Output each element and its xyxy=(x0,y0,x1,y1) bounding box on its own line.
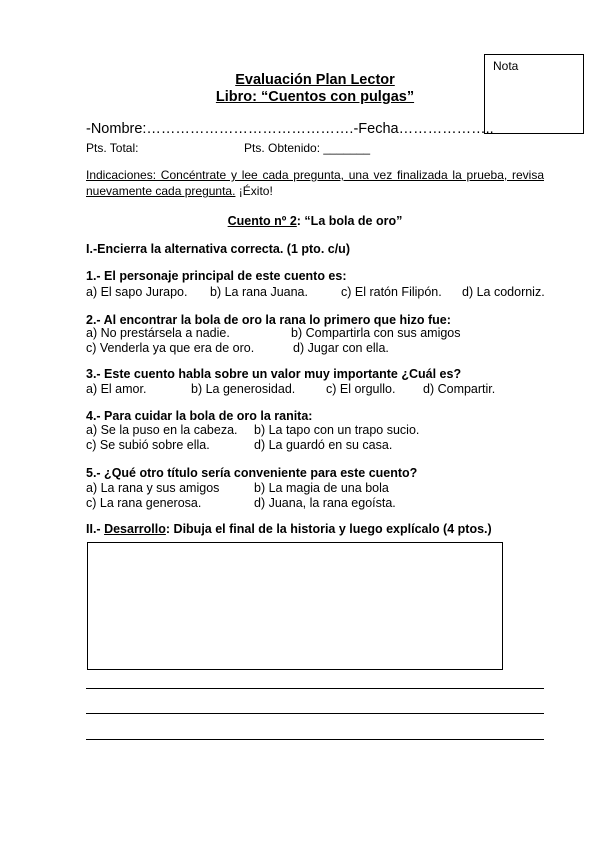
question-2: 2.- Al encontrar la bola de oro la rana lo primero que hizo fue: xyxy=(86,313,451,327)
q2-option-c[interactable]: c) Venderla ya que era de oro. xyxy=(86,341,255,355)
question-1: 1.- El personaje principal de este cuento es: xyxy=(86,269,347,283)
q1-option-b[interactable]: b) La rana Juana. xyxy=(210,285,308,299)
q2-option-b[interactable]: b) Compartirla con sus amigos xyxy=(291,326,461,340)
q3-option-d[interactable]: d) Compartir. xyxy=(423,382,496,396)
story-number: Cuento nº 2 xyxy=(227,214,297,228)
question-4: 4.- Para cuidar la bola de oro la ranita: xyxy=(86,409,313,423)
section-2-text: : Dibuja el final de la historia y luego explícalo (4 ptos.) xyxy=(165,522,492,536)
q5-option-d[interactable]: d) Juana, la rana egoísta. xyxy=(254,496,396,510)
section-2-heading xyxy=(86,522,492,536)
q5-option-a[interactable]: a) La rana y sus amigos xyxy=(86,481,220,495)
story-title: : “La bola de oro” xyxy=(296,214,403,228)
obtained-points-field[interactable]: Pts. Obtenido: _______ xyxy=(244,141,371,155)
question-5: 5.- ¿Qué otro título sería conveniente para este cuento? xyxy=(86,466,418,480)
q1-option-d[interactable]: d) La codorniz. xyxy=(462,285,545,299)
q3-option-c[interactable]: c) El orgullo. xyxy=(326,382,396,396)
q5-option-b[interactable]: b) La magia de una bola xyxy=(254,481,389,495)
q2-option-a[interactable]: a) No prestársela a nadie. xyxy=(86,326,230,340)
q1-option-a[interactable]: a) El sapo Jurapo. xyxy=(86,285,188,299)
instructions-underlined: nuevamente cada pregunta. xyxy=(86,184,236,198)
q4-option-c[interactable]: c) Se subió sobre ella. xyxy=(86,438,210,452)
answer-line-1[interactable] xyxy=(86,688,544,689)
instructions-line-2 xyxy=(86,184,273,198)
q3-option-b[interactable]: b) La generosidad. xyxy=(191,382,296,396)
question-3: 3.- Este cuento habla sobre un valor muy importante ¿Cuál es? xyxy=(86,367,462,381)
answer-line-2[interactable] xyxy=(86,713,544,714)
name-date-field[interactable]: -Nombre:…………………………………….-Fecha……………….. xyxy=(86,121,494,137)
grade-label: Nota xyxy=(493,59,519,73)
answer-line-3[interactable] xyxy=(86,739,544,740)
q4-option-b[interactable]: b) La tapo con un trapo sucio. xyxy=(254,423,420,437)
instructions-rest: ¡Éxito! xyxy=(235,184,273,198)
drawing-area[interactable] xyxy=(87,542,503,670)
total-points-label: Pts. Total: xyxy=(86,141,139,155)
section-1-heading: I.-Encierra la alternativa correcta. (1 pto. c/u) xyxy=(86,242,350,256)
book-title: Libro: “Cuentos con pulgas” xyxy=(215,89,415,105)
section-2-prefix: II.- xyxy=(86,522,105,536)
q4-option-a[interactable]: a) Se la puso en la cabeza. xyxy=(86,423,238,437)
q3-option-a[interactable]: a) El amor. xyxy=(86,382,147,396)
page-title: Evaluación Plan Lector xyxy=(235,72,395,88)
section-2-label: Desarrollo xyxy=(104,522,166,536)
q5-option-c[interactable]: c) La rana generosa. xyxy=(86,496,202,510)
story-heading xyxy=(0,214,600,228)
q2-option-d[interactable]: d) Jugar con ella. xyxy=(293,341,389,355)
instructions-line-1: Indicaciones: Concéntrate y lee cada pregunta, una vez finalizada la prueba, revisa xyxy=(86,168,544,182)
q1-option-c[interactable]: c) El ratón Filipón. xyxy=(341,285,442,299)
q4-option-d[interactable]: d) La guardó en su casa. xyxy=(254,438,393,452)
